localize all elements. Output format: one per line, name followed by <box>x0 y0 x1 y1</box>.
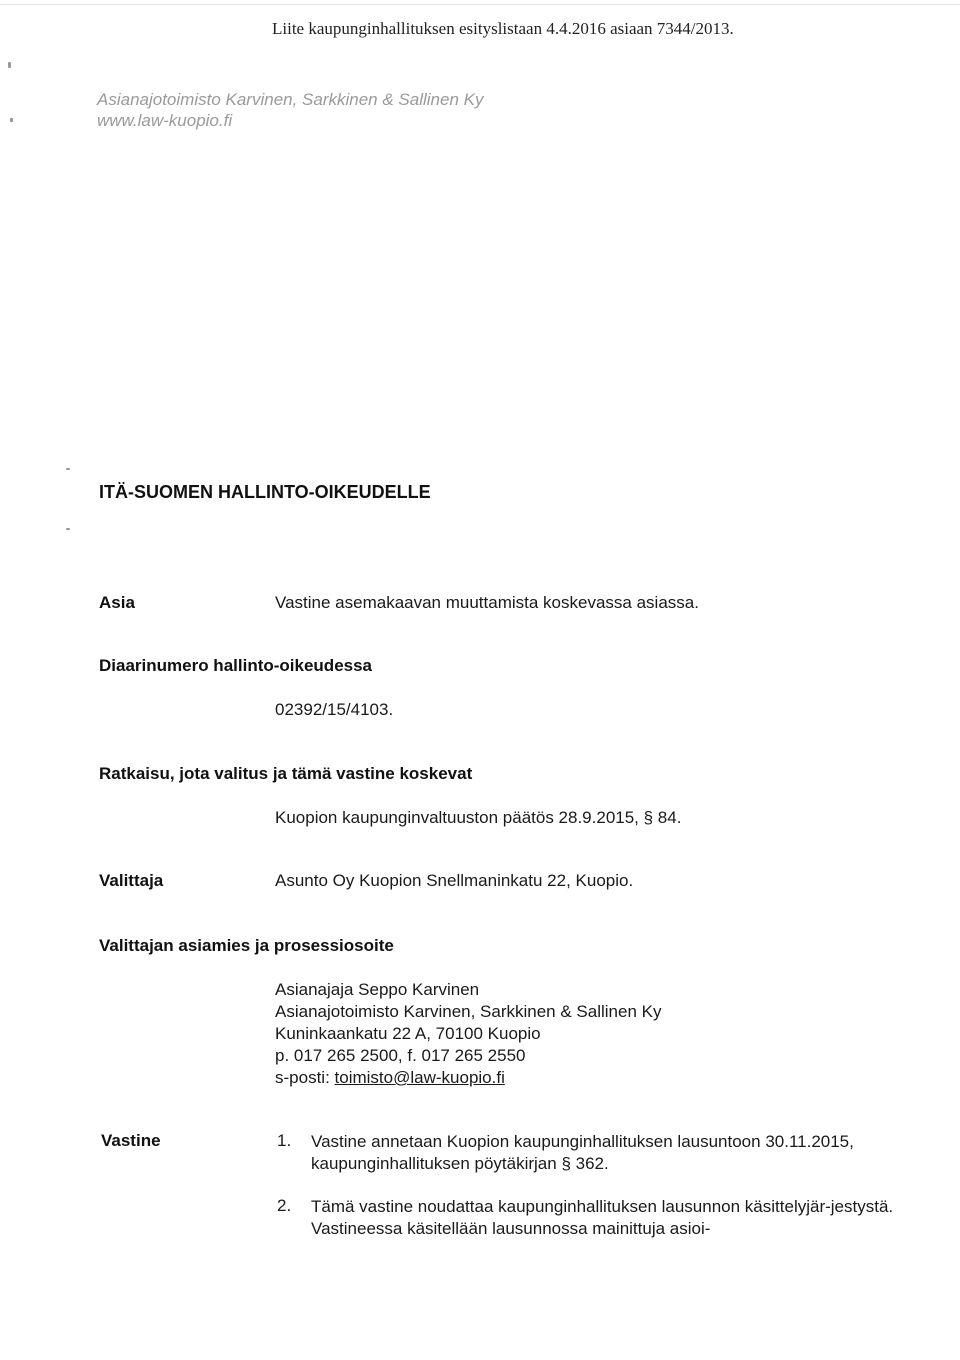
address-email-line <box>275 1067 661 1089</box>
diaarinumero-label: Diaarinumero hallinto-oikeudessa <box>99 656 373 675</box>
attachment-note: Liite kaupunginhallituksen esityslistaan 4.4.2016 asiaan 7344/2013. <box>272 19 734 38</box>
scan-speck <box>10 118 13 122</box>
recipient-court: ITÄ-SUOMEN HALLINTO-OIKEUDELLE <box>99 482 431 502</box>
diaarinumero-value: 02392/15/4103. <box>275 700 394 719</box>
scan-speck <box>66 528 70 530</box>
law-firm-name: Asianajotoimisto Karvinen, Sarkkinen & Sallinen Ky <box>97 90 484 109</box>
paragraph-text: Tämä vastine noudattaa kaupunginhallituksen lausunnon käsittelyjär-jestystä. Vastineessa käsitellään lausunnossa mainittuja asioi- <box>311 1197 894 1238</box>
process-address <box>275 979 661 1089</box>
asia-value: Vastine asemakaavan muuttamista koskevassa asiassa. <box>275 593 699 612</box>
email-link[interactable]: toimisto@law-kuopio.fi <box>334 1068 505 1087</box>
paragraph-number: 1. <box>277 1131 292 1150</box>
ratkaisu-label: Ratkaisu, jota valitus ja tämä vastine koskevat <box>99 764 473 783</box>
asiamies-label: Valittajan asiamies ja prosessiosoite <box>99 936 394 955</box>
address-firm: Asianajotoimisto Karvinen, Sarkkinen & Sallinen Ky <box>275 1002 662 1021</box>
vastine-label: Vastine <box>101 1131 161 1150</box>
address-street: Kuninkaankatu 22 A, 70100 Kuopio <box>275 1024 541 1043</box>
scan-speck <box>8 62 11 68</box>
paragraph-text: Vastine annetaan Kuopion kaupunginhallituksen lausuntoon 30.11.2015, kaupunginhallituksen pöytäkirjan § 362. <box>311 1132 854 1173</box>
asia-label: Asia <box>99 593 135 612</box>
paragraph-number: 2. <box>277 1196 292 1215</box>
address-phone: p. 017 265 2500, f. 017 265 2550 <box>275 1046 526 1065</box>
email-prefix: s-posti: <box>275 1068 335 1087</box>
address-person: Asianajaja Seppo Karvinen <box>275 980 480 999</box>
law-firm-url: www.law-kuopio.fi <box>97 111 233 130</box>
valittaja-value: Asunto Oy Kuopion Snellmaninkatu 22, Kuopio. <box>275 871 634 890</box>
scan-top-edge <box>0 4 960 5</box>
valittaja-label: Valittaja <box>99 871 164 890</box>
ratkaisu-value: Kuopion kaupunginvaltuuston päätös 28.9.2015, § 84. <box>275 808 682 827</box>
scan-speck <box>66 468 70 470</box>
